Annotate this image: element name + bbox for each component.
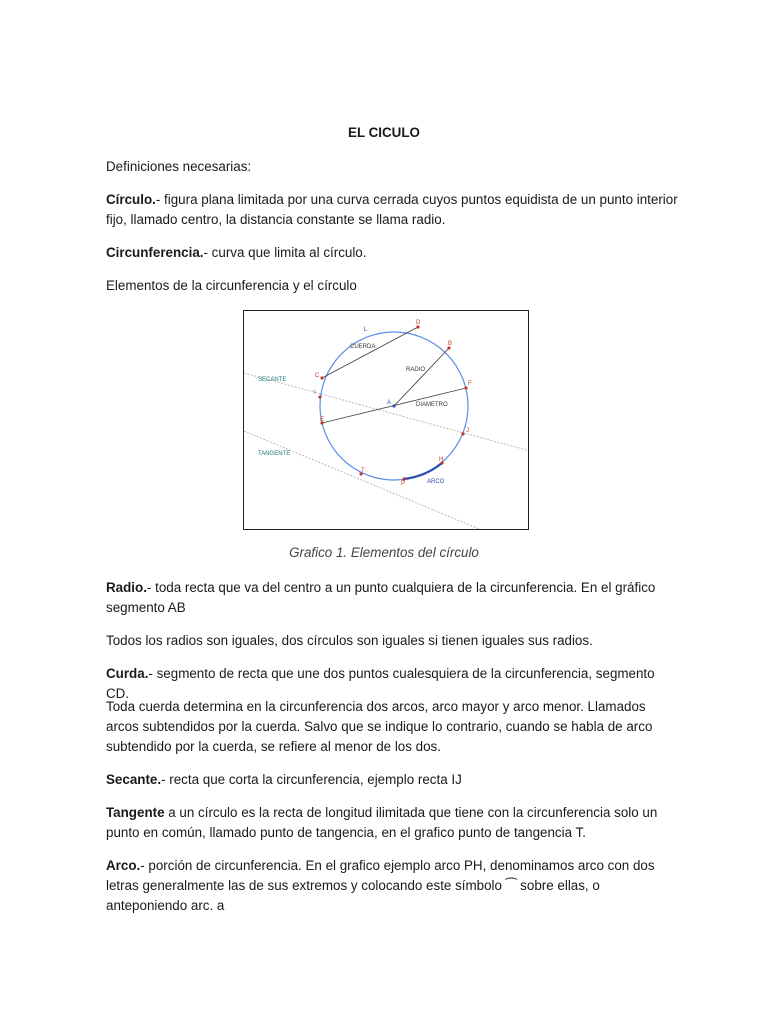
circunferencia-text: - curva que limita al círculo. <box>203 245 367 260</box>
arc-ph <box>404 463 442 479</box>
radio-term: Radio. <box>106 580 147 595</box>
tangent-line <box>244 431 484 530</box>
label-tangente: TANGENTE <box>258 451 291 457</box>
radius-ab <box>394 348 449 406</box>
label-point-i: I <box>314 390 316 396</box>
radios-iguales-paragraph: Todos los radios son iguales, dos círculos son iguales si tienen iguales sus radios. <box>106 633 593 648</box>
circle-diagram <box>244 311 529 530</box>
label-point-f: F <box>468 381 472 387</box>
point-a <box>392 404 395 407</box>
tangente-text: a un círculo es la recta de longitud ilimitada que tiene con la circunferencia solo un punto en común, llamado punto de tangencia, en el grafico punto de tangencia T. <box>106 805 658 840</box>
label-arco: ARCO <box>427 479 445 485</box>
label-point-d: D <box>416 320 421 326</box>
label-point-l: L <box>364 327 368 333</box>
secante-term: Secante. <box>106 772 162 787</box>
circunferencia-definition <box>106 243 681 263</box>
tangente-term: Tangente <box>106 805 165 820</box>
radio-definition <box>106 578 681 618</box>
radio-text: - toda recta que va del centro a un punto cualquiera de la circunferencia. En el gráfico segmento AB <box>106 580 656 615</box>
chord-cd <box>322 327 418 378</box>
secante-definition <box>106 770 681 790</box>
label-point-c: C <box>315 373 320 379</box>
circunferencia-term: Circunferencia. <box>106 245 204 260</box>
circulo-text: - figura plana limitada por una curva cerrada cuyos puntos equidista de un punto interior fijo, llamado centro, la distancia constante se llama radio. <box>106 192 678 227</box>
document-title: EL CICULO <box>348 125 420 140</box>
point-c <box>320 376 323 379</box>
label-point-e: E <box>320 417 325 423</box>
secante-text: - recta que corta la circunferencia, ejemplo recta IJ <box>161 772 462 787</box>
arco-text: - porción de circunferencia. En el grafico ejemplo arco PH, denominamos arco con dos letras generalmente las de sus extremos y colocando este símbolo ⁀ sobre ellas, o anteponiendo arc. a <box>106 858 655 913</box>
label-point-h: H <box>439 457 444 463</box>
label-radio: RADIO <box>406 367 426 373</box>
label-diametro: DIAMETRO <box>416 402 448 408</box>
figure-circle-elements <box>243 310 529 530</box>
circulo-definition <box>106 190 681 230</box>
curda-term: Curda. <box>106 666 149 681</box>
secant-line <box>244 373 529 451</box>
label-point-p: P <box>401 481 406 487</box>
circulo-term: Círculo. <box>106 192 156 207</box>
figure-caption: Grafico 1. Elementos del círculo <box>289 545 479 560</box>
arco-definition <box>106 856 681 916</box>
arco-term: Arco. <box>106 858 141 873</box>
elementos-heading: Elementos de la circunferencia y el círculo <box>106 278 357 293</box>
cuerda-arcos-paragraph: Toda cuerda determina en la circunferencia dos arcos, arco mayor y arco menor. Llamados arcos subtendidos por la cuerda. Salvo que se indique lo contrario, cuando se habla de arco subtendido por la cuerda, se refiere al menor de los dos. <box>106 699 653 754</box>
label-point-j: J <box>466 428 469 434</box>
label-point-a: A <box>387 400 392 406</box>
tangente-definition <box>106 803 681 843</box>
point-i <box>318 395 321 398</box>
label-point-b: B <box>448 341 453 347</box>
label-secante: SECANTE <box>258 377 287 383</box>
intro-line: Definiciones necesarias: <box>106 159 252 174</box>
label-cuerda: CUERDA <box>350 344 376 350</box>
label-point-t: T <box>361 468 365 474</box>
point-j <box>461 432 464 435</box>
curda-text: - segmento de recta que une dos puntos cualesquiera de la circunferencia, segmento CD. <box>106 666 655 701</box>
